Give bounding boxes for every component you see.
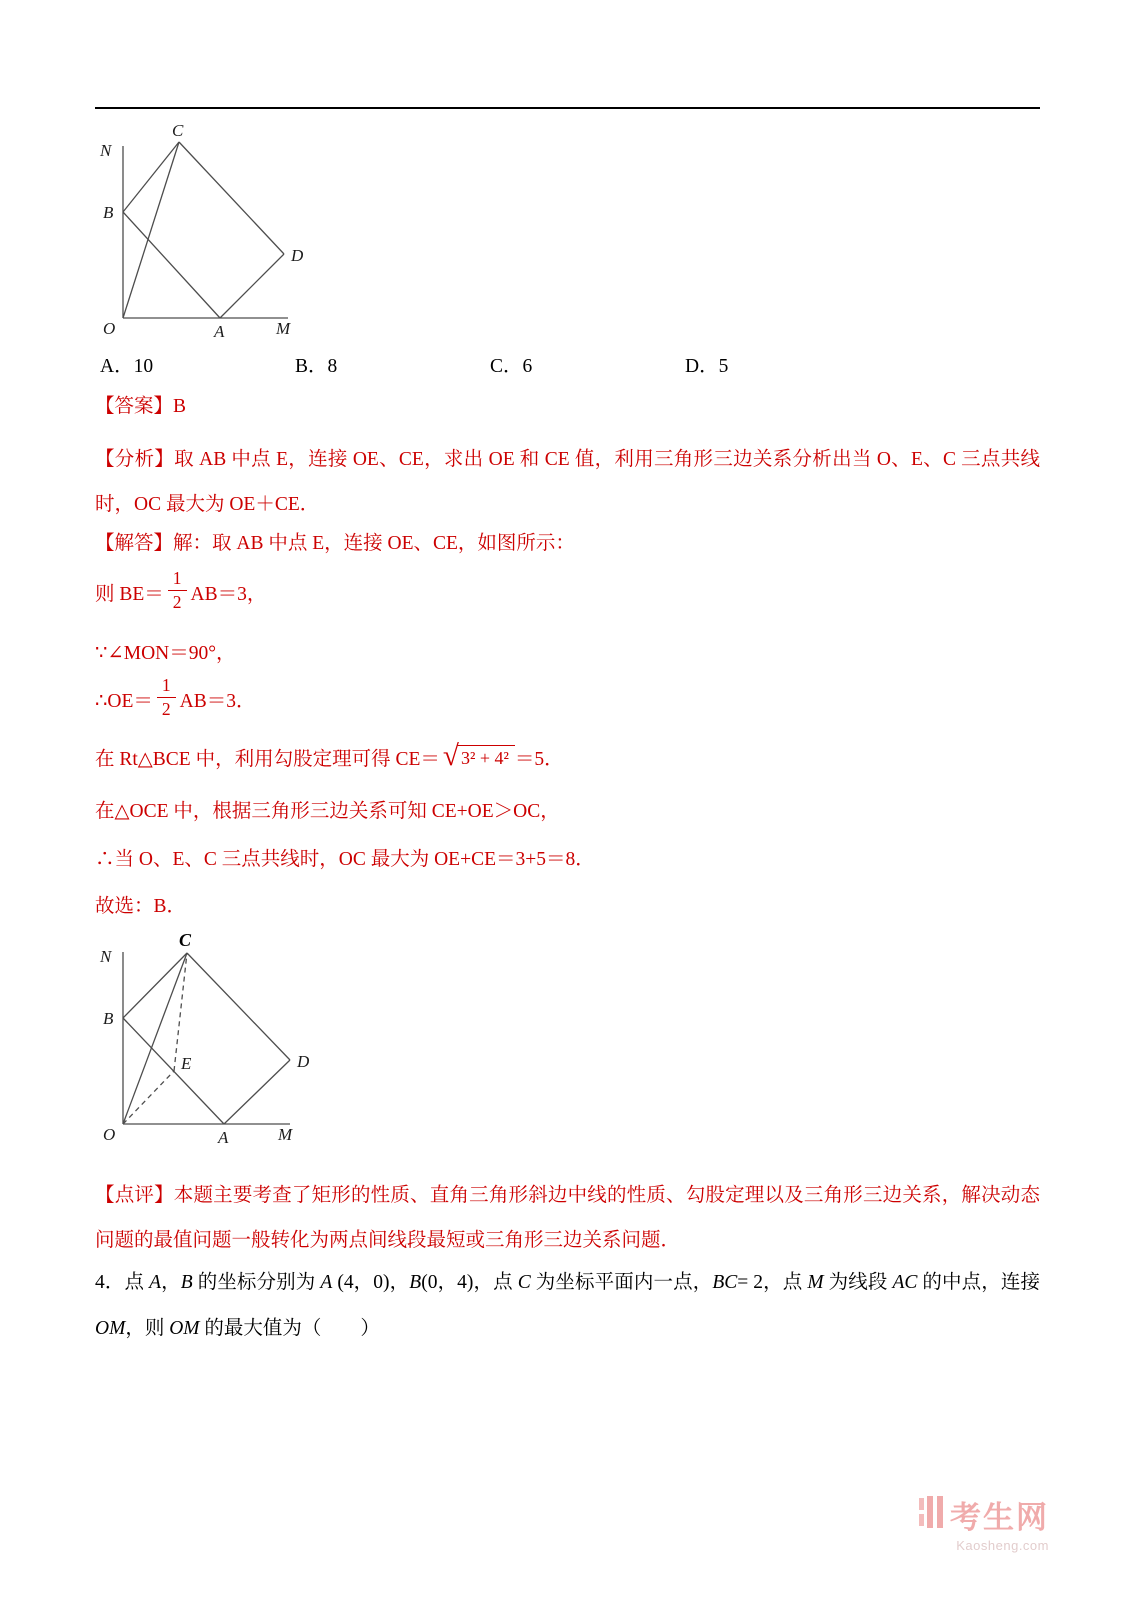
side-cd bbox=[179, 142, 284, 254]
point-label-n: N bbox=[100, 141, 112, 160]
side-bc bbox=[123, 953, 187, 1018]
formula-be-post: AB＝3， bbox=[190, 584, 267, 605]
formula-be-pre: 则 BE＝ bbox=[95, 584, 164, 605]
formula-ce-pre: 在 Rt△BCE 中，利用勾股定理可得 CE＝ bbox=[95, 749, 440, 770]
answer-text: 【答案】B bbox=[95, 396, 187, 417]
fraction-one-half bbox=[157, 675, 176, 718]
statement-collinear: ∴当 O、E、C 三点共线时，OC 最大为 OE+CE＝3+5＝8． bbox=[95, 849, 595, 870]
watermark-domain: Kaosheng.com bbox=[956, 1538, 1049, 1553]
statement-choose: 故选：B． bbox=[95, 896, 187, 917]
geometry-diagram-2 bbox=[90, 926, 335, 1164]
kaosheng-logo-icon bbox=[918, 1496, 944, 1534]
point-label-o: O bbox=[103, 1125, 116, 1144]
fraction-one-half bbox=[168, 568, 187, 611]
formula-oe-post: AB＝3． bbox=[179, 691, 256, 712]
header-rule bbox=[95, 107, 1040, 109]
diagram2-canvas bbox=[90, 926, 335, 1164]
point-label-c: C bbox=[179, 930, 192, 950]
point-label-b: B bbox=[103, 1009, 114, 1028]
formula-ce bbox=[95, 735, 1040, 779]
formula-ce-post: ＝5． bbox=[514, 749, 564, 770]
point-label-m: M bbox=[278, 1125, 293, 1144]
formula-oe-pre: ∴OE＝ bbox=[95, 691, 153, 712]
side-ab bbox=[123, 212, 220, 318]
point-label-n: N bbox=[100, 947, 112, 966]
statement-oce: 在△OCE 中，根据三角形三边关系可知 CE+OE＞OC， bbox=[95, 801, 560, 822]
point-label-b: B bbox=[103, 203, 114, 222]
fraction-denominator: 2 bbox=[172, 591, 182, 612]
segment-oc bbox=[123, 953, 187, 1124]
fraction-denominator: 2 bbox=[161, 698, 171, 719]
solution-head: 【解答】解：取 AB 中点 E，连接 OE、CE，如图所示： bbox=[95, 533, 575, 554]
formula-be bbox=[95, 563, 1040, 621]
point-label-a: A bbox=[214, 322, 225, 341]
option-a: A．10 bbox=[100, 356, 154, 377]
point-label-e: E bbox=[181, 1054, 192, 1073]
side-cd bbox=[187, 953, 290, 1060]
point-label-d: D bbox=[291, 246, 304, 265]
fraction-numerator: 1 bbox=[168, 568, 187, 590]
diagram1-canvas bbox=[90, 122, 325, 352]
watermark-site-name: 考生网 bbox=[950, 1500, 1049, 1535]
radical-sign: √ bbox=[442, 740, 459, 773]
point-label-c: C bbox=[172, 122, 184, 140]
segment-oc bbox=[123, 142, 179, 318]
site-watermark bbox=[918, 1492, 1049, 1553]
side-da bbox=[220, 254, 284, 318]
formula-oe bbox=[95, 670, 1040, 728]
statement-mon: ∵∠MON＝90°， bbox=[95, 643, 236, 664]
side-bc bbox=[123, 142, 179, 212]
side-da bbox=[224, 1060, 290, 1124]
geometry-diagram-1 bbox=[90, 122, 325, 352]
options-row bbox=[95, 350, 1040, 380]
fraction-numerator: 1 bbox=[157, 675, 176, 697]
point-label-a: A bbox=[218, 1128, 229, 1147]
option-b: B．8 bbox=[295, 356, 338, 377]
option-c: C．6 bbox=[490, 356, 533, 377]
question-4: 4．点 A，B 的坐标分别为 A (4，0)，B(0，4)，点 C 为坐标平面内一点，BC= 2，点 M 为线段 AC 的中点，连接 OM，则 OM 的最大值为（ ） bbox=[95, 1272, 1040, 1339]
comment-paragraph: 【点评】本题主要考查了矩形的性质、直角三角形斜边中线的性质、勾股定理以及三角形三边关系，解决动态问题的最值问题一般转化为两点间线段最短或三角形三边关系问题． bbox=[95, 1185, 1040, 1251]
radicand: 3² + 4² bbox=[457, 745, 515, 769]
point-label-d: D bbox=[297, 1052, 310, 1071]
option-d: D．5 bbox=[685, 356, 729, 377]
point-label-m: M bbox=[276, 319, 291, 338]
point-label-o: O bbox=[103, 319, 116, 338]
analysis-paragraph: 【分析】取 AB 中点 E，连接 OE、CE，求出 OE 和 CE 值，利用三角形三边关系分析出当 O、E、C 三点共线时，OC 最大为 OE＋CE． bbox=[95, 449, 1040, 515]
dashed-segment-oe bbox=[123, 1071, 174, 1124]
